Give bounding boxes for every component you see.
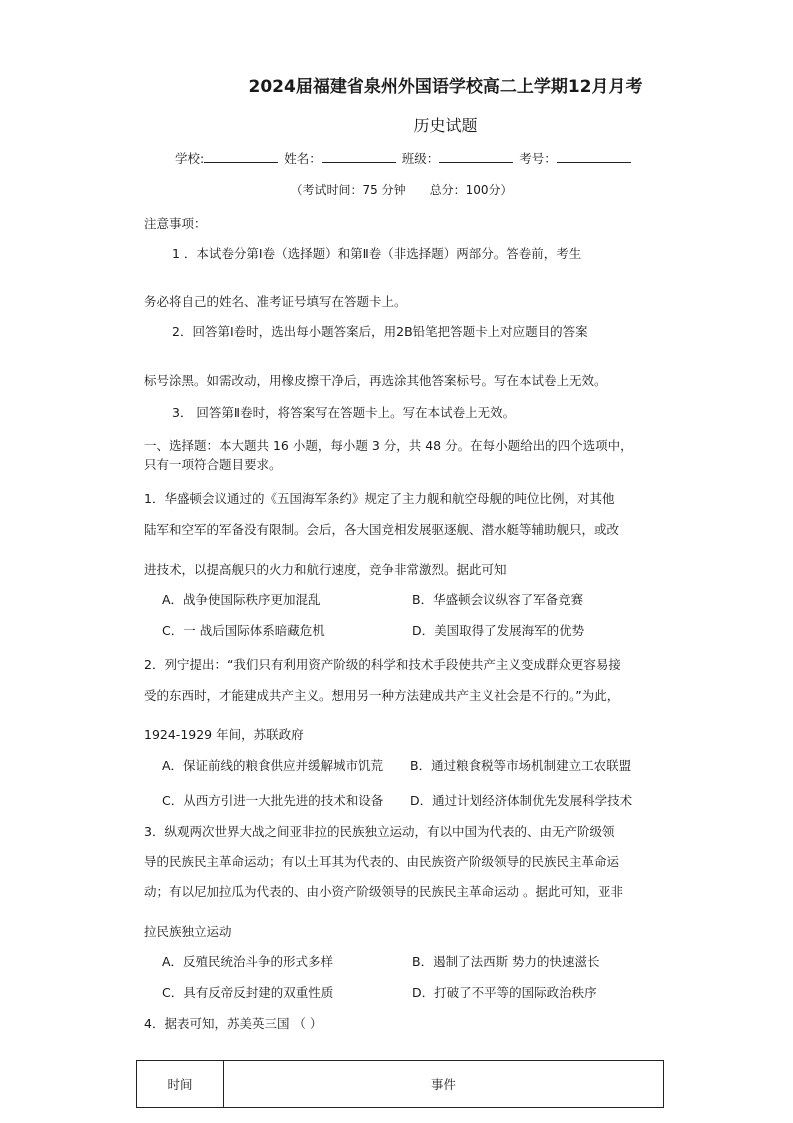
q3-option-d: D．打破了不平等的国际政治秩序	[412, 985, 597, 1000]
class-label: 班级：	[401, 151, 440, 166]
q1-option-d: D．美国取得了发展海军的优势	[412, 623, 585, 638]
q2-option-c: C．从西方引进一大批先进的技术和设备	[162, 793, 384, 808]
q3-line-3: 动；有以尼加拉瓜为代表的、由小资产阶级领导的民族民主革命运动 。据此可知，亚非	[144, 884, 623, 899]
q1-option-c: C．一 战后国际体系暗藏危机	[162, 623, 325, 638]
exam-time: （考试时间：75 分钟	[290, 183, 406, 197]
q2-option-a: A．保证前线的粮食供应并缓解城市饥荒	[162, 758, 384, 773]
name-blank[interactable]	[322, 150, 396, 163]
q2-line-3: 1924-1929 年间，苏联政府	[144, 727, 304, 742]
class-blank[interactable]	[439, 150, 513, 163]
q3-line-1: 3．纵观两次世界大战之间亚非拉的民族独立运动，有以中国为代表的、由无产阶级领	[144, 824, 615, 839]
q3-line-2: 导的民族民主革命运动；有以土耳其为代表的、由民族资产阶级领导的民族民主革命运	[144, 854, 620, 869]
school-blank[interactable]	[204, 150, 278, 163]
name-label: 姓名：	[284, 151, 322, 166]
notice-item-1a: 1 ．本试卷分第Ⅰ卷（选择题）和第Ⅱ卷（非选择题）两部分。答卷前，考生	[172, 246, 582, 261]
exam-score: 总分：100分）	[429, 183, 513, 197]
q3-option-c: C．具有反帝反封建的双重性质	[162, 985, 334, 1000]
q1-option-a: A．战争使国际秩序更加混乱	[162, 592, 321, 607]
page-subtitle: 历史试题	[413, 116, 478, 135]
table-header-time: 时间	[137, 1061, 224, 1108]
q1-line-2: 陆军和空军的军备没有限制。会后，各大国竞相发展驱逐舰、潜水艇等辅助舰只，或改	[144, 522, 620, 537]
q3-option-a: A．反殖民统治斗争的形式多样	[162, 954, 334, 969]
table-header-event: 事件	[224, 1061, 664, 1108]
section-1-line-2: 只有一项符合题目要求。	[144, 457, 282, 472]
exam-meta	[0, 181, 793, 198]
q4-table	[136, 1060, 664, 1108]
q4-stem: 4．据表可知，苏美英三国 （ ）	[144, 1016, 323, 1031]
table-row	[137, 1061, 664, 1108]
q2-option-b: B．通过粮食税等市场机制建立工农联盟	[410, 758, 632, 773]
q3-option-b: B．遏制了法西斯 势力的快速滋长	[412, 954, 600, 969]
q2-option-d: D．通过计划经济体制优先发展科学技术	[410, 793, 633, 808]
number-blank[interactable]	[557, 150, 631, 163]
school-label: 学校:	[175, 151, 205, 166]
q1-line-1: 1．华盛顿会议通过的《五国海军条约》规定了主力舰和航空母舰的吨位比例，对其他	[144, 491, 615, 506]
notice-item-2b: 标号涂黑。如需改动，用橡皮擦干净后，再选涂其他答案标号。写在本试卷上无效。	[144, 373, 607, 388]
notice-item-3: 3． 回答第Ⅱ卷时，将答案写在答题卡上。写在本试卷上无效。	[172, 405, 516, 420]
page-title: 2024届福建省泉州外国语学校高二上学期12月月考	[248, 77, 643, 97]
q1-option-b: B．华盛顿会议纵容了军备竞赛	[412, 592, 584, 607]
student-info	[175, 149, 633, 167]
q3-line-4: 拉民族独立运动	[144, 924, 232, 939]
q2-line-2: 受的东西时，才能建成共产主义。想用另一种方法建成共产主义社会是不行的。”为此，	[144, 688, 620, 703]
notice-item-1b: 务必将自己的姓名、准考证号填写在答题卡上。	[144, 294, 407, 309]
q1-line-3: 进技术，以提高舰只的火力和航行速度，竞争非常激烈。据此可知	[144, 562, 507, 577]
number-label: 考号：	[519, 151, 557, 166]
q2-line-1: 2．列宁提出：“我们只有利用资产阶级的科学和技术手段使共产主义变成群众更容易接	[144, 657, 621, 672]
notice-heading: 注意事项：	[144, 216, 207, 231]
section-1-line-1: 一、选择题：本大题共 16 小题，每小题 3 分，共 48 分。在每小题给出的四个选项中，	[144, 438, 633, 453]
notice-item-2a: 2．回答第Ⅰ卷时，选出每小题答案后，用2B铅笔把答题卡上对应题目的答案	[172, 324, 588, 339]
